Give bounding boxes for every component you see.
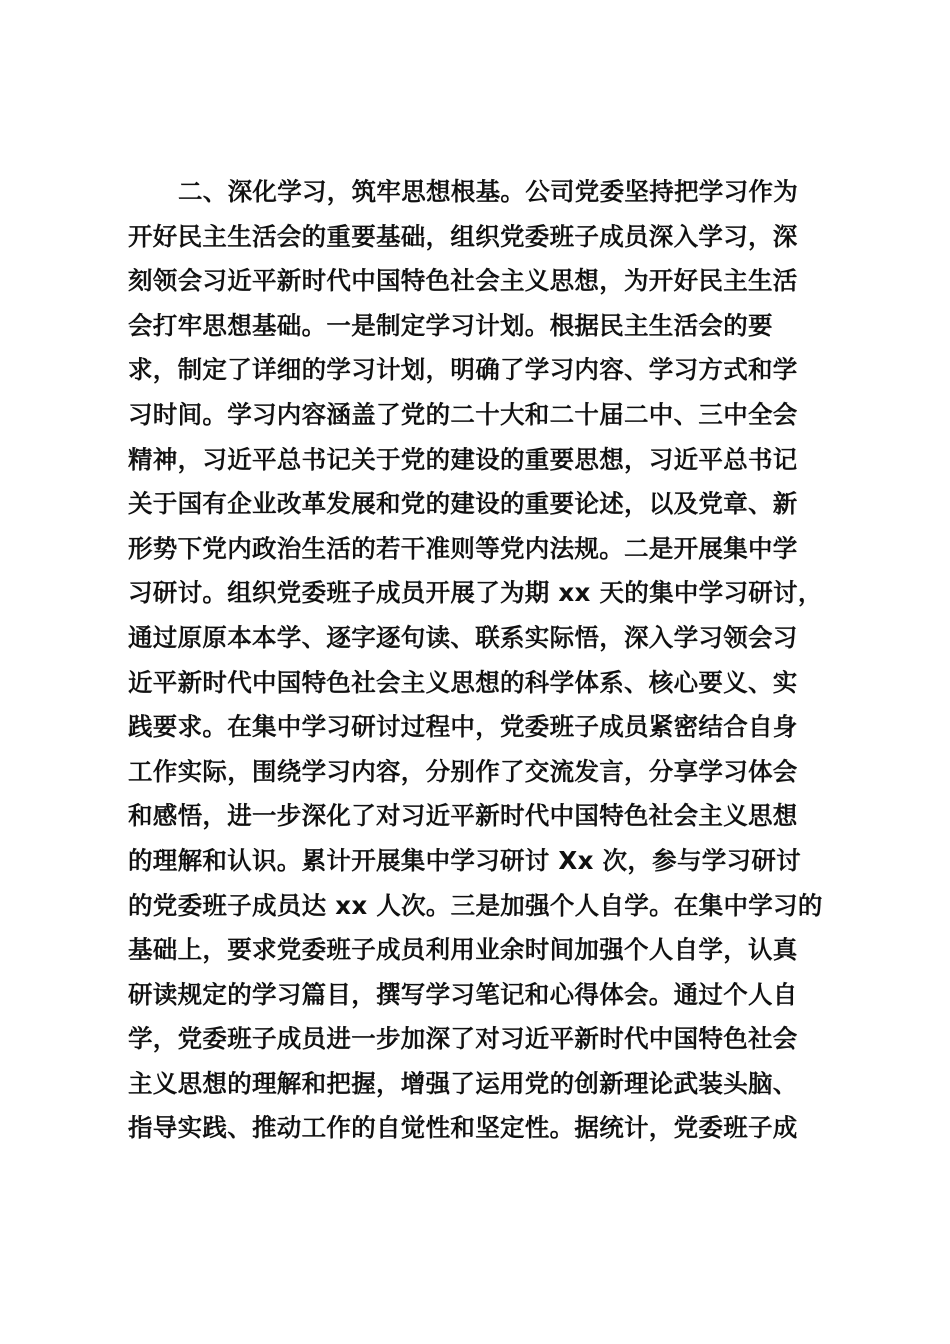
paragraph-line: 的党委班子成员达 xx 人次。三是加强个人自学。在集中学习的 (128, 890, 823, 920)
body-paragraph (128, 170, 828, 1151)
paragraph-line: 习研讨。组织党委班子成员开展了为期 xx 天的集中学习研讨， (128, 578, 823, 608)
paragraph-line: 和感悟，进一步深化了对习近平新时代中国特色社会主义思想 (128, 801, 798, 831)
paragraph-line: 精神，习近平总书记关于党的建设的重要思想，习近平总书记 (128, 444, 798, 474)
paragraph-line: 近平新时代中国特色社会主义思想的科学体系、核心要义、实 (128, 667, 798, 697)
paragraph-line: 工作实际，围绕学习内容，分别作了交流发言，分享学习体会 (128, 756, 798, 786)
paragraph-line: 的理解和认识。累计开展集中学习研讨 Xx 次，参与学习研讨 (128, 845, 801, 875)
paragraph-line: 基础上，要求党委班子成员利用业余时间加强个人自学，认真 (128, 935, 798, 965)
paragraph-line: 刻领会习近平新时代中国特色社会主义思想，为开好民主生活 (128, 266, 798, 296)
paragraph-line: 学，党委班子成员进一步加深了对习近平新时代中国特色社会 (128, 1024, 798, 1054)
paragraph-line: 形势下党内政治生活的若干准则等党内法规。二是开展集中学 (128, 533, 798, 563)
paragraph-line: 习时间。学习内容涵盖了党的二十大和二十届二中、三中全会 (128, 399, 798, 429)
paragraph-line: 主义思想的理解和把握，增强了运用党的创新理论武装头脑、 (128, 1068, 798, 1098)
paragraph-line: 开好民主生活会的重要基础，组织党委班子成员深入学习，深 (128, 221, 798, 251)
paragraph-line: 二、深化学习，筑牢思想根基。公司党委坚持把学习作为 (178, 177, 798, 206)
paragraph-line: 求，制定了详细的学习计划，明确了学习内容、学习方式和学 (128, 355, 798, 385)
paragraph-line: 践要求。在集中学习研讨过程中，党委班子成员紧密结合自身 (128, 712, 798, 742)
paragraph-line: 会打牢思想基础。一是制定学习计划。根据民主生活会的要 (128, 310, 773, 340)
paragraph-line: 指导实践、推动工作的自觉性和坚定性。据统计，党委班子成 (128, 1113, 798, 1143)
paragraph-line: 关于国有企业改革发展和党的建设的重要论述，以及党章、新 (128, 489, 798, 519)
paragraph-line: 通过原原本本学、逐字逐句读、联系实际悟，深入学习领会习 (128, 622, 798, 652)
paragraph-line: 研读规定的学习篇目，撰写学习笔记和心得体会。通过个人自 (128, 979, 798, 1009)
